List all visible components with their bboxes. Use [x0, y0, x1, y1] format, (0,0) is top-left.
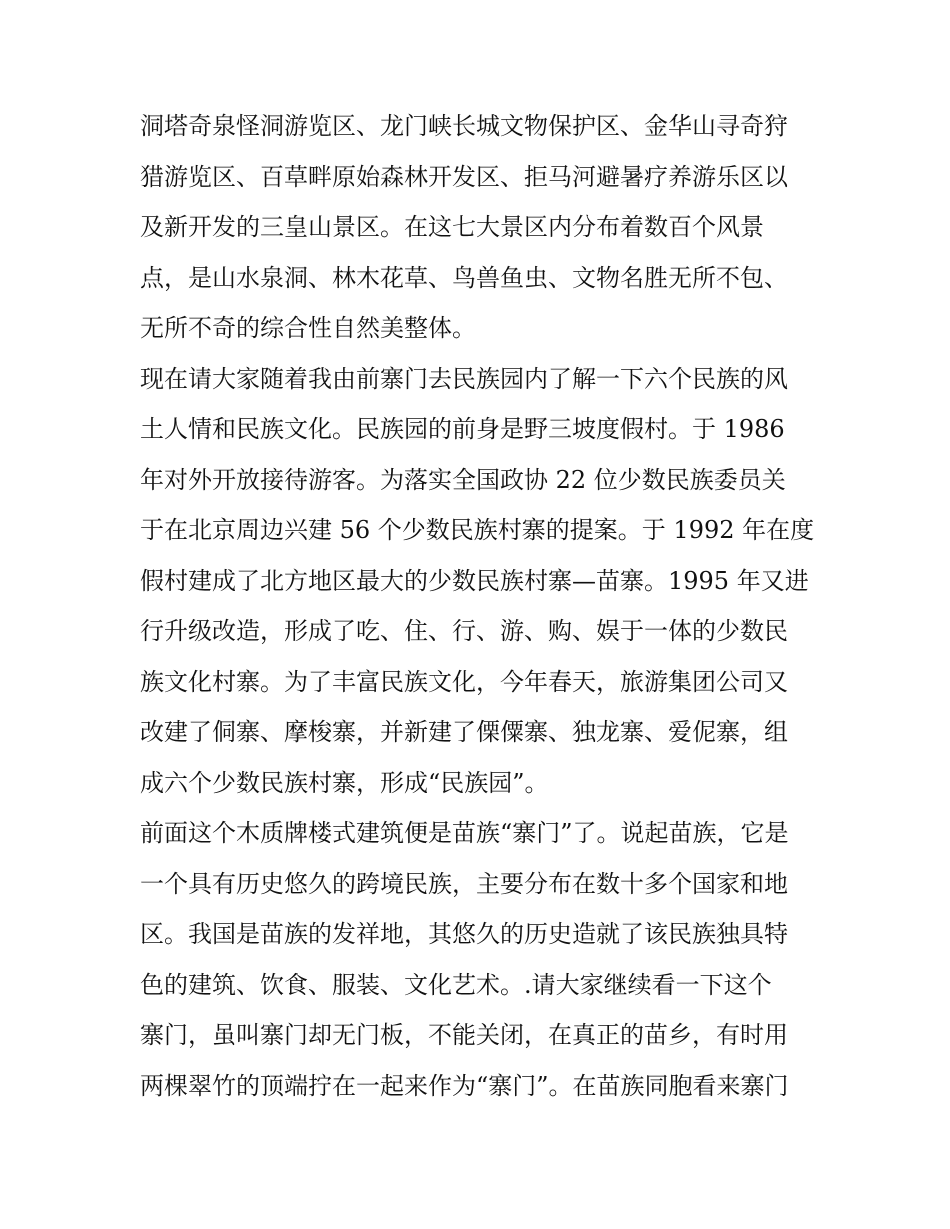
- text-line: 洞塔奇泉怪洞游览区、龙门峡长城文物保护区、金华山寻奇狩: [140, 112, 788, 140]
- text-line: 一个具有历史悠久的跨境民族，主要分布在数十多个国家和地: [140, 869, 788, 898]
- text-line: 族文化村寨。为了丰富民族文化，今年春天，旅游集团公司又: [140, 667, 788, 696]
- text-line: 点，是山水泉洞、林木花草、鸟兽鱼虫、文物名胜无所不包、: [140, 263, 788, 292]
- text-line: 年对外开放接待游客。为落实全国政协 22 位少数民族委员关: [140, 465, 786, 494]
- text-line: 前面这个木质牌楼式建筑便是苗族“寨门”了。说起苗族，它是: [140, 819, 789, 847]
- body-text: [140, 101, 820, 1111]
- text-line: 色的建筑、饮食、服装、文化艺术。.请大家继续看一下这个: [140, 970, 772, 999]
- text-line: 改建了侗寨、摩梭寨，并新建了傈僳寨、独龙寨、爱伲寨，组: [140, 718, 788, 746]
- text-line: 区。我国是苗族的发祥地，其悠久的历史造就了该民族独具特: [140, 920, 788, 948]
- text-line: 现在请大家随着我由前寨门去民族园内了解一下六个民族的风: [140, 364, 788, 393]
- text-line: 假村建成了北方地区最大的少数民族村寨—苗寨。1995 年又进: [140, 566, 809, 595]
- text-line: 土人情和民族文化。民族园的前身是野三坡度假村。于 1986: [140, 415, 785, 443]
- text-line: 及新开发的三皇山景区。在这七大景区内分布着数百个风景: [140, 213, 764, 241]
- text-line: 成六个少数民族村寨，形成“民族园”。: [140, 768, 549, 797]
- text-line: 寨门，虽叫寨门却无门板，不能关闭，在真正的苗乡，有时用: [140, 1021, 788, 1049]
- text-line: 无所不奇的综合性自然美整体。: [140, 314, 476, 342]
- text-line: 于在北京周边兴建 56 个少数民族村寨的提案。于 1992 年在度: [140, 516, 815, 544]
- text-line: 行升级改造，形成了吃、住、行、游、购、娱于一体的少数民: [140, 617, 788, 645]
- text-line: 两棵翠竹的顶端拧在一起来作为“寨门”。在苗族同胞看来寨门: [140, 1071, 789, 1100]
- text-line: 猎游览区、百草畔原始森林开发区、拒马河避暑疗养游乐区以: [140, 162, 788, 191]
